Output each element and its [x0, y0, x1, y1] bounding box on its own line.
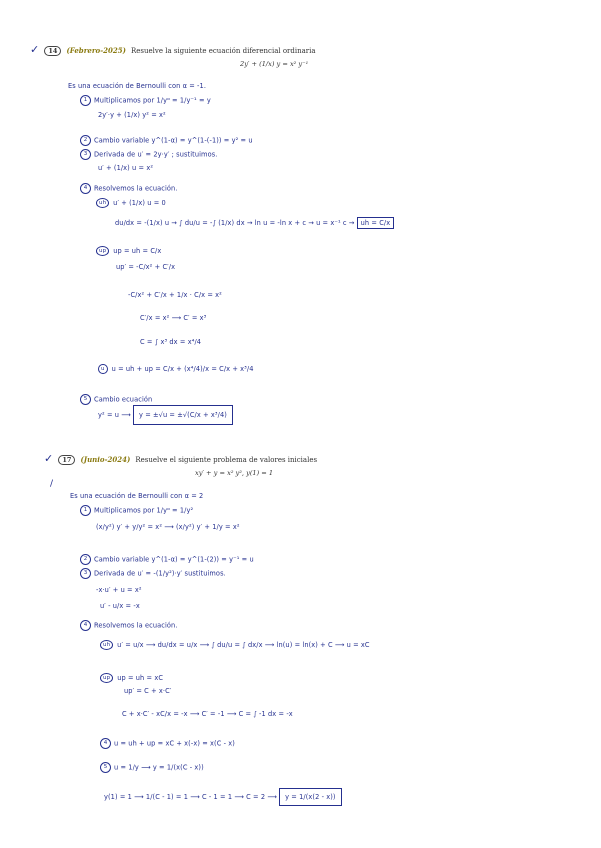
ex17-step1	[80, 505, 193, 516]
ex14-date: (Febrero-2025)	[66, 46, 126, 55]
ex14-statement: Resuelve la siguiente ecuación diferencial ordinaria	[131, 47, 316, 55]
ex14-equation: 2y′ + (1/x) y = x² y⁻¹	[240, 60, 309, 68]
ex14-step3-eq: u′ + (1/x) u = x²	[98, 164, 154, 172]
step-number: 2	[80, 135, 91, 146]
uh-tag: uh	[100, 640, 113, 650]
ex17-statement: Resuelve el siguiente problema de valores iniciales	[135, 456, 318, 464]
step-text: Multiplicamos por 1/yᵅ = 1/y²	[94, 506, 194, 515]
ex17-up-eq1: up up = uh = xC	[100, 673, 163, 683]
step-text: Cambio variable y^(1-α) = y^(1-(-1)) = y² = u	[94, 136, 253, 145]
step-text: Cambio ecuación	[94, 395, 153, 404]
step-text: Cambio variable y^(1-α) = y^(1-(2)) = y⁻¹ = u	[94, 555, 254, 564]
step-text: Derivada de u′ = -(1/y²)·y′ sustituimos.	[94, 569, 226, 578]
ex14-step3	[80, 149, 217, 160]
ex14-step2	[80, 135, 253, 146]
ex14-final-box: y = ±√u = ±√(C/x + x³/4)	[133, 405, 233, 425]
ex17-date: (Junio-2024)	[80, 455, 131, 464]
uh-tag: uh	[96, 198, 109, 208]
step-number: 4	[100, 738, 111, 749]
ex14-number: 14	[44, 46, 61, 56]
ex17-step3	[80, 568, 226, 579]
step-text: Resolvemos la ecuación.	[94, 184, 178, 193]
ex17-final: y(1) = 1 ⟶ 1/(C - 1) = 1 ⟶ C - 1 = 1 ⟶ C = 2 ⟶ y = 1/(x(2 - x))	[104, 793, 342, 801]
step-text: Resolvemos la ecuación.	[94, 621, 178, 630]
ex17-step4	[80, 620, 178, 631]
ex14-sub3: C = ∫ x³ dx = x⁴/4	[140, 338, 202, 346]
step-number: 3	[80, 568, 91, 579]
step-number: 1	[80, 95, 91, 106]
ex14-header	[30, 38, 316, 57]
ex17-u-eq: 4 u = uh + up = xC + x(-x) = x(C - x)	[100, 738, 235, 749]
ex14-step1	[80, 95, 211, 106]
ex14-u-eq: u u = uh + up = C/x + (x⁴/4)/x = C/x + x³/4	[98, 364, 254, 374]
ex17-step3-eq1: -x·u′ + u = x²	[96, 586, 142, 594]
up-tag: up	[96, 246, 109, 256]
step-number: 2	[80, 554, 91, 565]
ex14-up-eq1: up up = uh = C/x	[96, 246, 161, 256]
step-number: 1	[80, 505, 91, 516]
check-icon: ✓	[44, 452, 54, 465]
ex14-uh-eq: uh u′ + (1/x) u = 0	[96, 198, 166, 208]
ex14-uh-chain: du/dx = -(1/x) u → ∫ du/u = -∫ (1/x) dx → ln u = -ln x + c → u = x⁻¹ c → uh = C/x	[115, 219, 394, 227]
ex17-final-box: y = 1/(x(2 - x))	[279, 788, 342, 806]
ex17-step2	[80, 554, 254, 565]
ex17-up-eq2: up′ = C + x·C′	[124, 687, 172, 695]
ex17-equation: xy′ + y = x² y², y(1) = 1	[195, 469, 274, 477]
ex14-step4	[80, 183, 178, 194]
ex17-uh: uh u′ = u/x ⟶ du/dx = u/x ⟶ ∫ du/u = ∫ dx/x ⟶ ln(u) = ln(x) + C ⟶ u = xC	[100, 640, 370, 650]
ex14-sub1: -C/x² + C′/x + 1/x · C/x = x²	[128, 291, 222, 299]
step-number: 5	[80, 394, 91, 405]
up-tag: up	[100, 673, 113, 683]
ex14-final: y² = u ⟶ y = ±√u = ±√(C/x + x³/4)	[98, 411, 233, 419]
step-number: 4	[80, 183, 91, 194]
ex17-sub: C + x·C′ - xC/x = -x ⟶ C′ = -1 ⟶ C = ∫ -1 dx = -x	[122, 710, 293, 718]
ex14-sub2: C′/x = x² ⟶ C′ = x³	[140, 314, 207, 322]
step-number: 4	[80, 620, 91, 631]
step-text: Derivada de u′ = 2y·y′ ; sustituimos.	[94, 150, 218, 159]
step-number: 3	[80, 149, 91, 160]
ex17-step5: 5 u = 1/y ⟶ y = 1/(x(C - x))	[100, 762, 204, 773]
ex14-type-line: Es una ecuación de Bernoulli con α = -1.	[68, 82, 207, 90]
step-number: 5	[100, 762, 111, 773]
uh-result-box: uh = C/x	[357, 217, 395, 229]
step-text: Multiplicamos por 1/yᵅ = 1/y⁻¹ = y	[94, 96, 211, 105]
u-tag: u	[98, 364, 108, 374]
check-icon: ✓	[30, 43, 40, 56]
ex14-step5	[80, 394, 152, 405]
ex17-step3-eq2: u′ - u/x = -x	[100, 602, 140, 610]
ex14-step1-eq: 2y′·y + (1/x) y² = x²	[98, 111, 166, 119]
stray-mark: /	[50, 479, 54, 489]
ex17-header	[44, 447, 317, 466]
ex14-up-eq2: up′ = -C/x² + C′/x	[116, 263, 176, 271]
ex17-step1-eq: (x/y²) y′ + y/y² = x² ⟶ (x/y²) y′ + 1/y = x²	[96, 523, 240, 531]
ex17-number: 17	[58, 455, 75, 465]
ex17-type-line: Es una ecuación de Bernoulli con α = 2	[70, 492, 204, 500]
